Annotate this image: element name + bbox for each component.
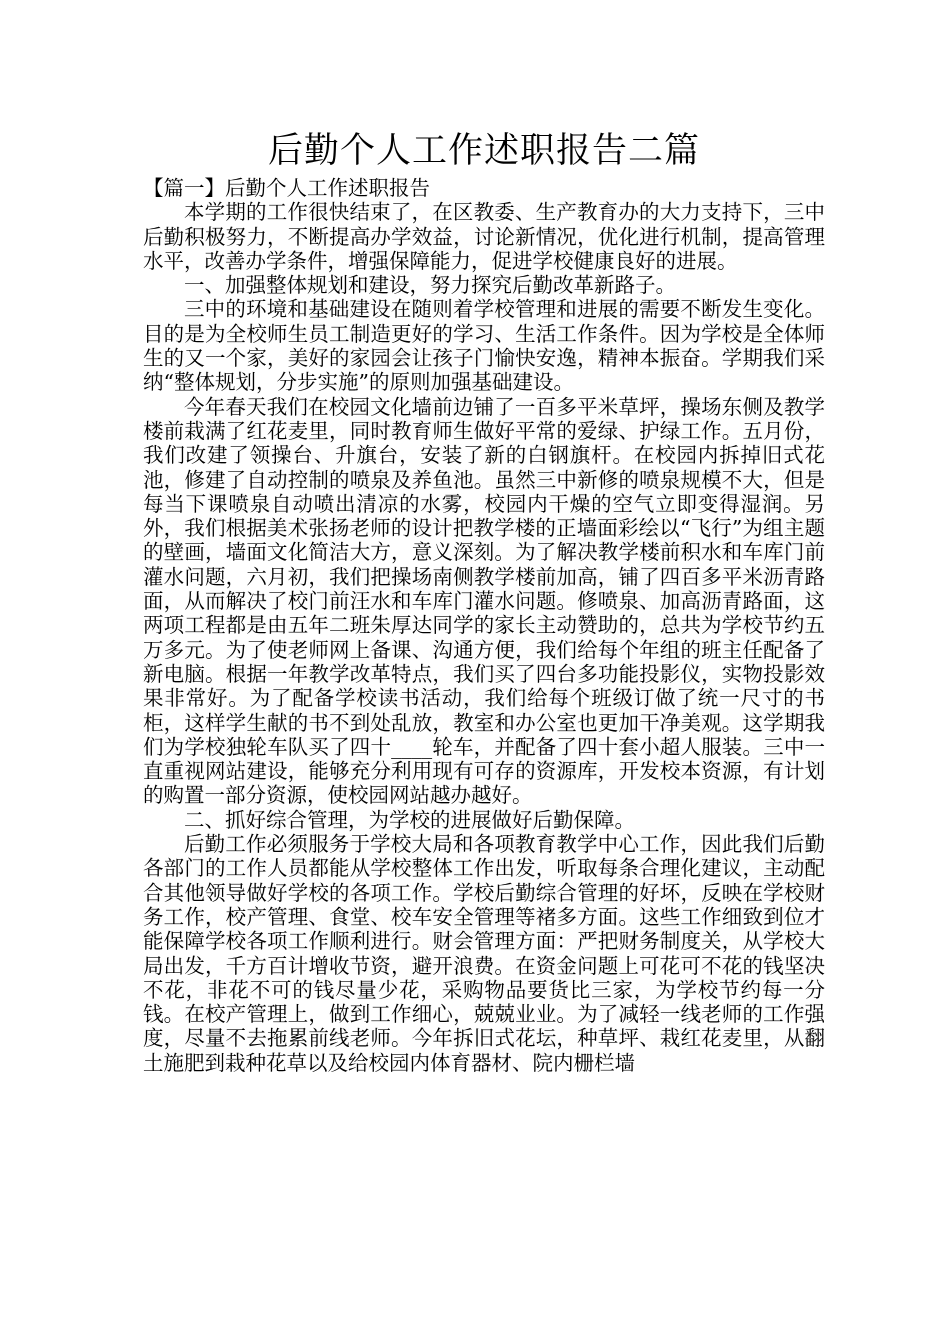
paragraph-environment: 三中的环境和基础建设在随则着学校管理和进展的需要不断发生变化。目的是为全校师生员工制造更好的学习、生活工作条件。因为学校是全体师生的又一个家，美好的家园会让孩子门愉快安逸，精神本振奋。学期我们采纳“整体规划，分步实施”的原则加强基础建设。 (143, 297, 825, 395)
heading-section-one: 一、加强整体规划和建设，努力探究后勤改革新路子。 (184, 273, 676, 298)
paragraph-management: 后勤工作必须服务于学校大局和各项教育教学中心工作，因此我们后勤各部门的工作人员都能从学校整体工作出发，听取每条合理化建议，主动配合其他领导做好学校的各项工作。学校后勤综合管理的好坏，反映在学校财务工作，校产管理、食堂、校车安全管理等褚多方面。这些工作细致到位才能保障学校各项工作顺利进行。财会管理方面：严把财务制度关，从学校大局出发，千方百计增收节资，避开浪费。在资金问题上可花可不花的钱坚决不花，非花不可的钱尽量少花，采购物品要货比三家，为学校节约每一分钱。在校产管理上，做到工作细心，兢兢业业。为了减轻一线老师的工作强度，尽量不去拖累前线老师。今年拆旧式花坛，种草坪、栽红花麦里，从翻土施肥到栽种花草以及给校园内体育器材、院内栅栏墙 (143, 832, 825, 1075)
heading-section-two: 二、抓好综合管理，为学校的进展做好后勤保障。 (184, 807, 635, 832)
section-label: 【篇一】后勤个人工作述职报告 (143, 176, 430, 200)
document-body (143, 176, 825, 1075)
document-page (143, 126, 825, 1075)
paragraph-intro: 本学期的工作很快结束了，在区教委、生产教育办的大力支持下，三中后勤积极努力，不断提高办学效益，讨论新情况，优化进行机制，提高管理水平，改善办学条件，增强保障能力，促进学校健康良好的进展。 (143, 200, 825, 273)
document-title: 后勤个人工作述职报告二篇 (267, 131, 700, 171)
paragraph-spring-projects: 今年春天我们在校园文化墙前边铺了一百多平米草坪，操场东侧及教学楼前栽满了红花麦里，同时教育师生做好平常的爱绿、护绿工作。五月份，我们改建了领操台、升旗台，安装了新的白钢旗杆。在校园内拆掉旧式花池，修建了自动控制的喷泉及养鱼池。虽然三中新修的喷泉规模不大，但是每当下课喷泉自动喷出清凉的水雾，校园内干燥的空气立即变得湿润。另外，我们根据美术张扬老师的设计把教学楼的正墙面彩绘以“飞行”为组主题的壁画，墙面文化简洁大方，意义深刻。为了解决教学楼前积水和车库门前灌水问题，六月初，我们把操场南侧教学楼前加高，铺了四百多平米沥青路面，从而解决了校门前汪水和车库门灌水问题。修喷泉、加高沥青路面，这两项工程都是由五年二班朱厚达同学的家长主动赞助的，总共为学校节约五万多元。为了使老师网上备课、沟通方便，我们给每个年组的班主任配备了新电脑。根据一年教学改革特点，我们买了四台多功能投影仪，实物投影效果非常好。为了配备学校读书活动，我们给每个班级订做了统一尺寸的书柜，这样学生献的书不到处乱放，教室和办公室也更加干净美观。这学期我们为学校独轮车队买了四十____轮车，并配备了四十套小超人服装。三中一直重视网站建设，能够充分利用现有可存的资源库，开发校本资源，有计划的购置一部分资源，使校园网站越办越好。 (143, 394, 825, 808)
